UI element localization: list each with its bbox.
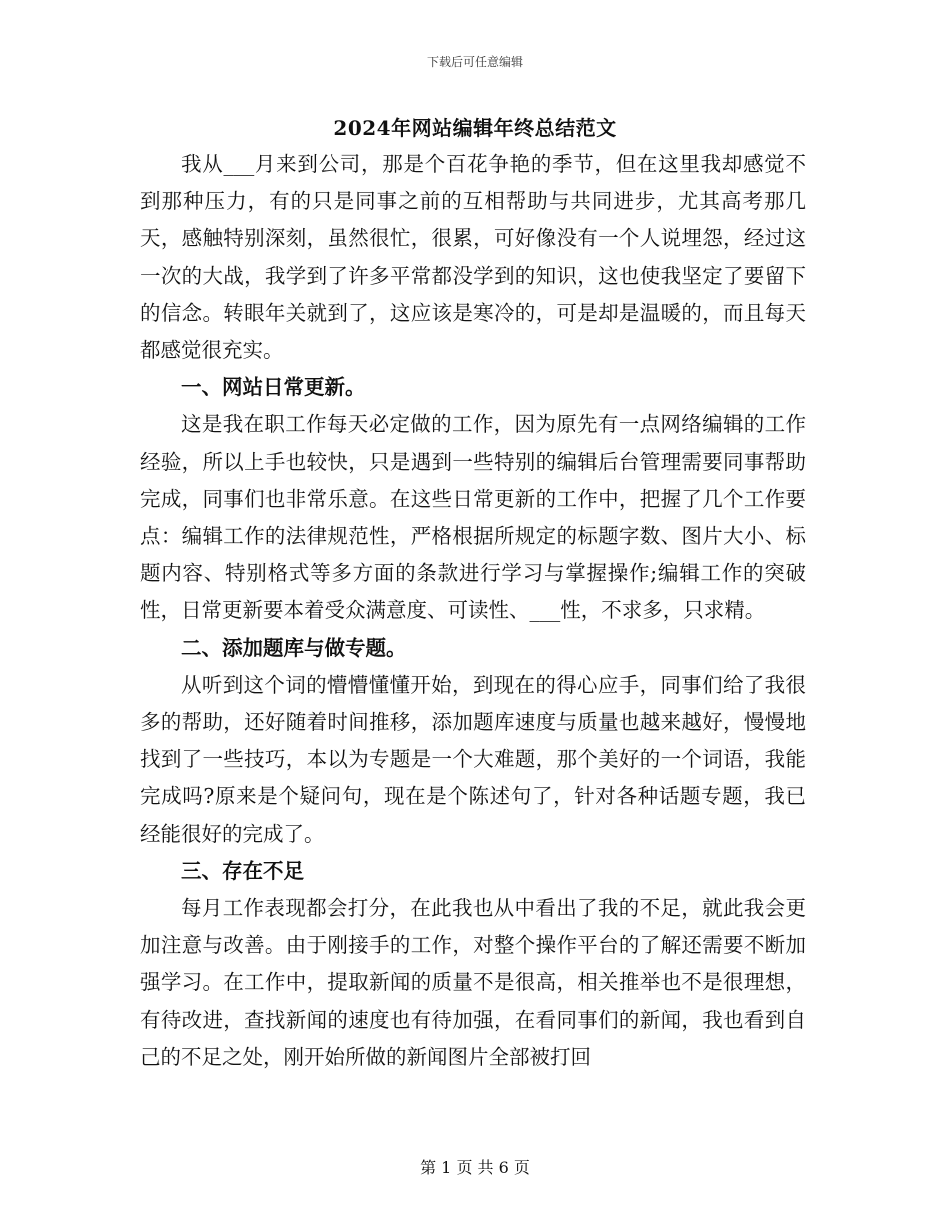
section-heading-3: 三、存在不足 [181, 858, 304, 883]
intro-paragraph: 我从___月来到公司，那是个百花争艳的季节，但在这里我却感觉不到那种压力，有的只是同事之前的互相帮助与共同进步，尤其高考那几天，感触特别深刻，虽然很忙，很累，可好像没有一个人说埋怨，经过这一次的大战，我学到了许多平常都没学到的知识，这也使我坚定了要留下的信念。转眼年关就到了，这应该是寒冷的，可是却是温暖的，而且每天都感觉很充实。 [140, 152, 806, 363]
document-title: 2024年网站编辑年终总结范文 [333, 116, 617, 140]
section-heading-2: 二、添加题库与做专题。 [181, 635, 407, 660]
section-paragraph-2: 从听到这个词的懵懵懂懂开始，到现在的得心应手，同事们给了我很多的帮助，还好随着时间推移，添加题库速度与质量也越来越好，慢慢地找到了一些技巧，本以为专题是一个大难题，那个美好的一个词语，我能完成吗?原来是个疑问句，现在是个陈述句了，针对各种话题专题，我已经能很好的完成了。 [140, 672, 806, 846]
section-heading-1: 一、网站日常更新。 [181, 375, 366, 400]
section-paragraph-1: 这是我在职工作每天必定做的工作，因为原先有一点网络编辑的工作经验，所以上手也较快，只是遇到一些特别的编辑后台管理需要同事帮助完成，同事们也非常乐意。在这些日常更新的工作中，把握了几个工作要点：编辑工作的法律规范性，严格根据所规定的标题字数、图片大小、标题内容、特别格式等多方面的条款进行学习与掌握操作;编辑工作的突破性，日常更新要本着受众满意度、可读性、___性，不求多，只求精。 [140, 412, 806, 623]
page-number-footer: 第 1 页 共 6 页 [420, 1158, 530, 1177]
section-paragraph-3: 每月工作表现都会打分，在此我也从中看出了我的不足，就此我会更加注意与改善。由于刚接手的工作，对整个操作平台的了解还需要不断加强学习。在工作中，提取新闻的质量不是很高，相关推举也不是很理想，有待改进，查找新闻的速度也有待加强，在看同事们的新闻，我也看到自己的不足之处，刚开始所做的新闻图片全部被打回 [140, 896, 806, 1069]
document-body [140, 146, 806, 1076]
header-note: 下载后可任意编辑 [426, 55, 523, 69]
